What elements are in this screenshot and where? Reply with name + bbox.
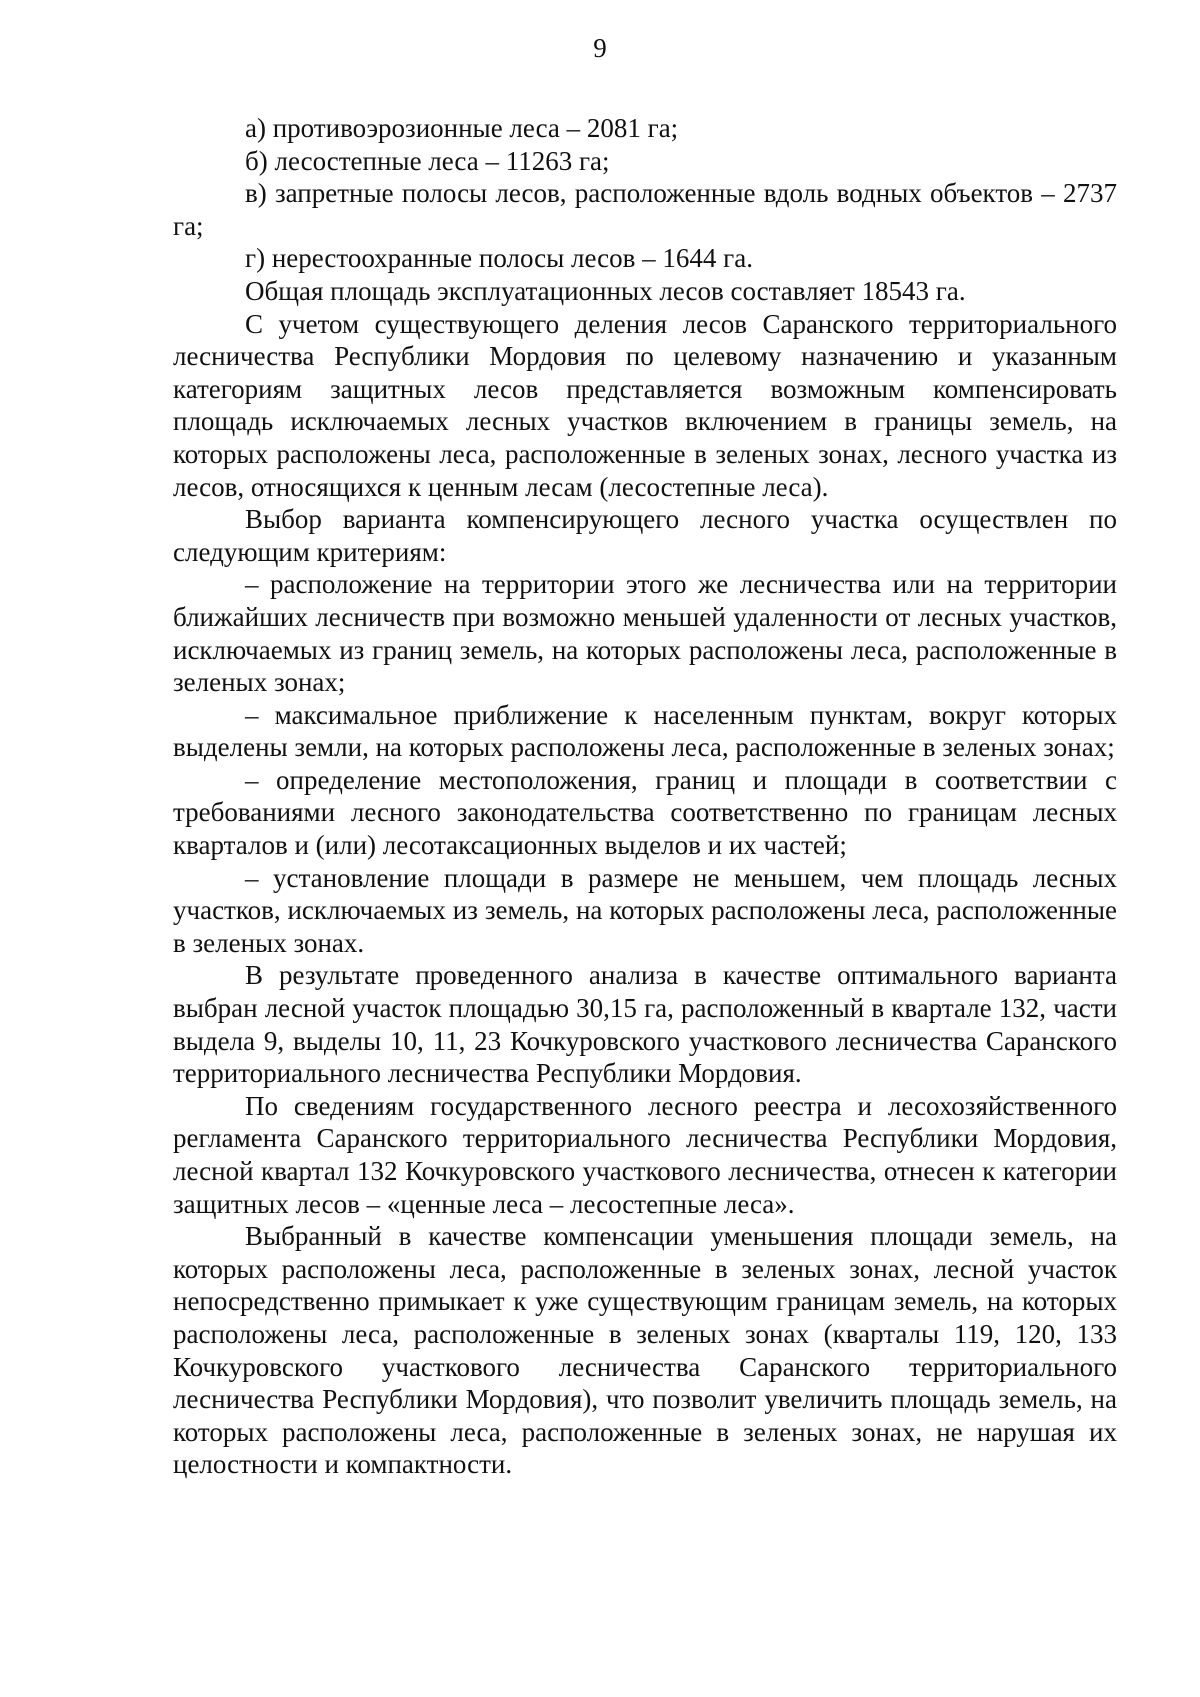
- paragraph-compensation: С учетом существующего деления лесов Саранского территориального лесничества Республики Мордовия по целевому назначению и указанным категориям защитных лесов представляется возможным компенсировать площадь исключаемых лесных участков включением в границы земель, на которых расположены леса, расположенные в зеленых зонах, лесного участка из лесов, относящихся к ценным лесам (лесостепные леса).: [173, 308, 1117, 502]
- paragraph-criteria-intro: Выбор варианта компенсирующего лесного участка осуществлен по следующим критериям:: [173, 504, 1117, 567]
- paragraph-d: г) нерестоохранные полосы лесов – 1644 га.: [245, 243, 753, 274]
- paragraph-total-area: Общая площадь эксплуатационных лесов составляет 18543 га.: [245, 275, 966, 306]
- document-body: [173, 112, 1117, 1481]
- paragraph-b: б) лесостепные леса – 11263 га;: [245, 145, 610, 176]
- paragraph-analysis-result: В результате проведенного анализа в качестве оптимального варианта выбран лесной участок площадью 30,15 га, расположенный в квартале 132, части выдела 9, выделы 10, 11, 23 Кочкуровского участкового лесничества Саранского территориального лесничества Республики Мордовия.: [173, 960, 1117, 1089]
- paragraph-criterion-3: – определение местоположения, границ и площади в соответствии с требованиями лесного законодательства соответственно по границам лесных кварталов и (или) лесотаксационных выделов и их частей;: [173, 764, 1117, 861]
- paragraph-c: в) запретные полосы лесов, расположенные вдоль водных объектов – 2737 га;: [173, 178, 1117, 241]
- paragraph-criterion-2: – максимальное приближение к населенным пунктам, вокруг которых выделены земли, на которых расположены леса, расположенные в зеленых зонах;: [173, 699, 1117, 763]
- paragraph-a: а) противоэрозионные леса – 2081 га;: [245, 113, 679, 143]
- paragraph-registry-info: По сведениям государственного лесного реестра и лесохозяйственного регламента Саранского территориального лесничества Республики Мордовия, лесной квартал 132 Кочкуровского участкового лесничества, отнесен к категории защитных лесов – «ценные леса – лесостепные леса».: [173, 1090, 1117, 1219]
- paragraph-selected-plot: Выбранный в качестве компенсации уменьшения площади земель, на которых расположены леса, расположенные в зеленых зонах, лесной участок непосредственно примыкает к уже существующим границам земель, на которых расположены леса, расположенные в зеленых зонах (кварталы 119, 120, 133 Кочкуровского участкового лесничества Саранского территориального лесничества Республики Мордовия), что позволит увеличить площадь земель, на которых расположены леса, расположенные в зеленых зонах, не нарушая их целостности и компактности.: [173, 1221, 1117, 1480]
- page-number: 9: [593, 33, 607, 63]
- paragraph-criterion-4: – установление площади в размере не меньшем, чем площадь лесных участков, исключаемых из земель, на которых расположены леса, расположенные в зеленых зонах.: [173, 862, 1117, 958]
- paragraph-criterion-1: – расположение на территории этого же лесничества или на территории ближайших лесничеств при возможно меньшей удаленности от лесных участков, исключаемых из границ земель, на которых расположены леса, расположенные в зеленых зонах;: [173, 569, 1117, 698]
